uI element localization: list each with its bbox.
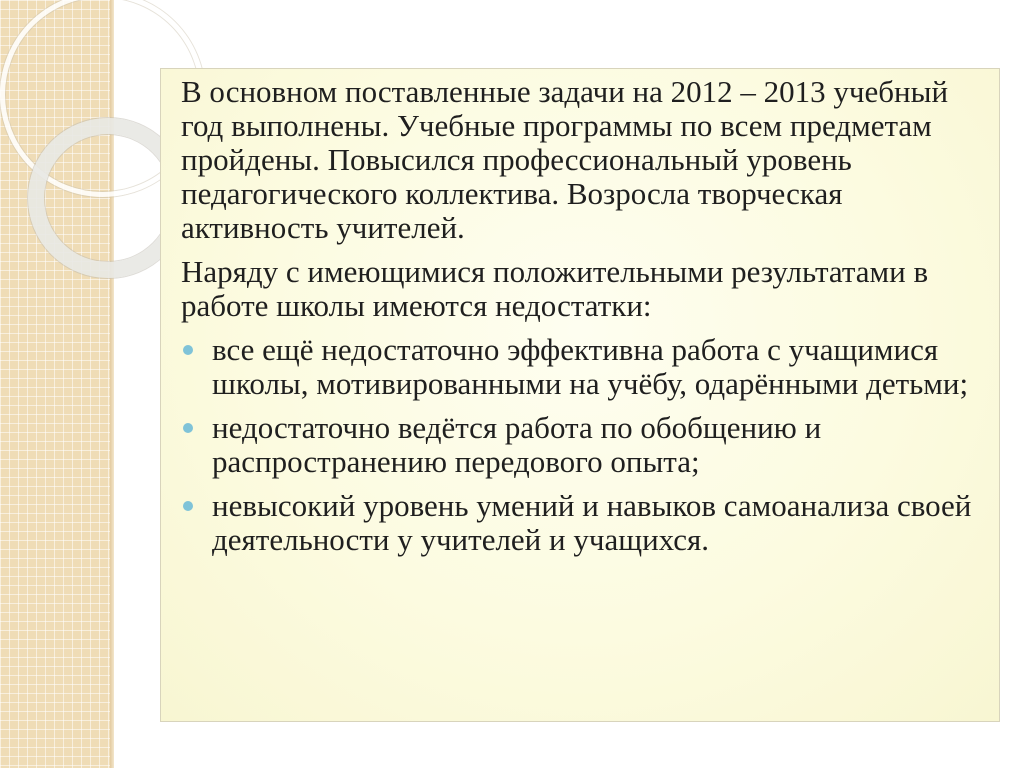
bullet-dot-icon [183,501,193,511]
list-item-text: невысокий уровень умений и навыков самоанализа своей деятельности у учителей и учащихся. [212,488,972,557]
slide-text [181,75,996,567]
list-item [181,333,996,401]
paragraph-shortcomings-intro: Наряду с имеющимися положительными результатами в работе школы имеются недостатки: [181,254,929,323]
list-item-text: все ещё недостаточно эффективна работа с учащимися школы, мотивированными на учёбу, одарёнными детьми; [212,332,969,401]
list-item-text: недостаточно ведётся работа по обобщению и распространению передового опыта; [212,410,822,479]
bullet-dot-icon [183,345,193,355]
content-box [160,68,1000,722]
list-item [181,489,996,557]
bullet-dot-icon [183,423,193,433]
paragraph-summary: В основном поставленные задачи на 2012 – 2013 учебный год выполнены. Учебные программы по всем предметам пройдены. Повысился профессиональный уровень педагогического коллектива. Возросла творческая активность учителей. [181,74,949,245]
shortcomings-list [181,333,996,557]
list-item [181,411,996,479]
